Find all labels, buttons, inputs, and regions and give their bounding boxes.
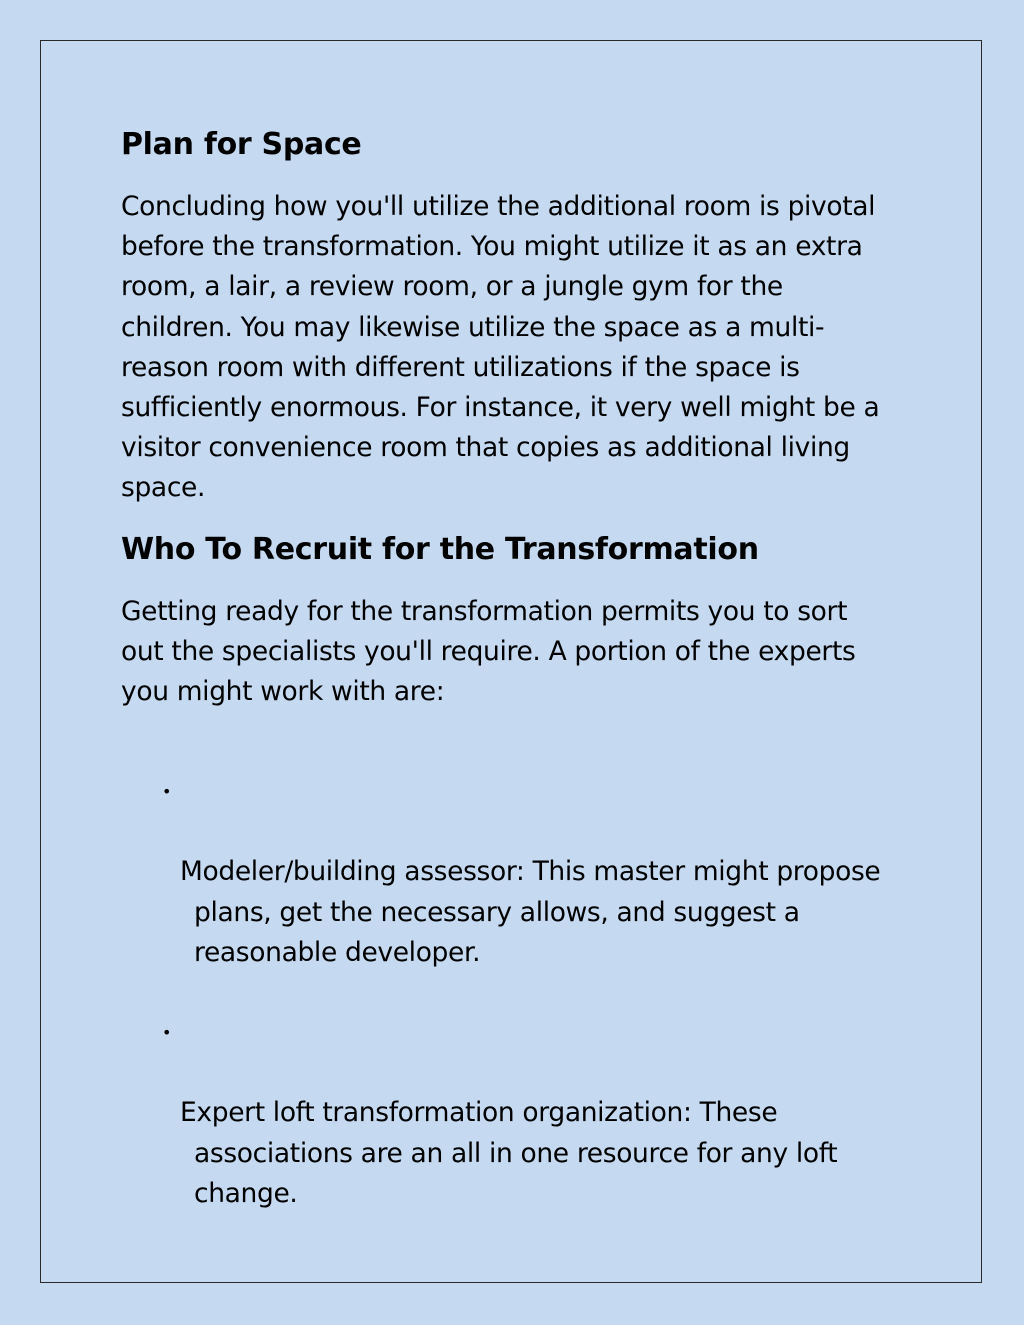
list-item-text: Expert loft transformation organization: These associations are an all in one resource for any loft change. [180,1097,838,1209]
list-item [162,772,922,1013]
heading-who-to-recruit: Who To Recruit for the Transformation [121,532,759,567]
bullet-marker: • [162,1023,172,1042]
list-item-text: Modeler/building assessor: This master might propose plans, get the necessary allows, and suggest a reasonable developer. [180,856,881,968]
list-item [162,1013,922,1254]
paragraph-plan-for-space: Concluding how you'll utilize the additional room is pivotal before the transformation. You might utilize it as an extra room, a lair, a review room, or a jungle gym for the children. You may likewise utilize the space as a multi- reason room with different utilizations if the space is sufficiently enormous. For instance, it very well might be a visitor convenience room that copies as additional living space. [121,191,880,504]
bullet-marker: • [162,782,172,801]
heading-plan-for-space: Plan for Space [121,127,362,162]
paragraph-who-to-recruit: Getting ready for the transformation permits you to sort out the specialists you'll require. A portion of the experts you might work with are: [121,596,856,708]
